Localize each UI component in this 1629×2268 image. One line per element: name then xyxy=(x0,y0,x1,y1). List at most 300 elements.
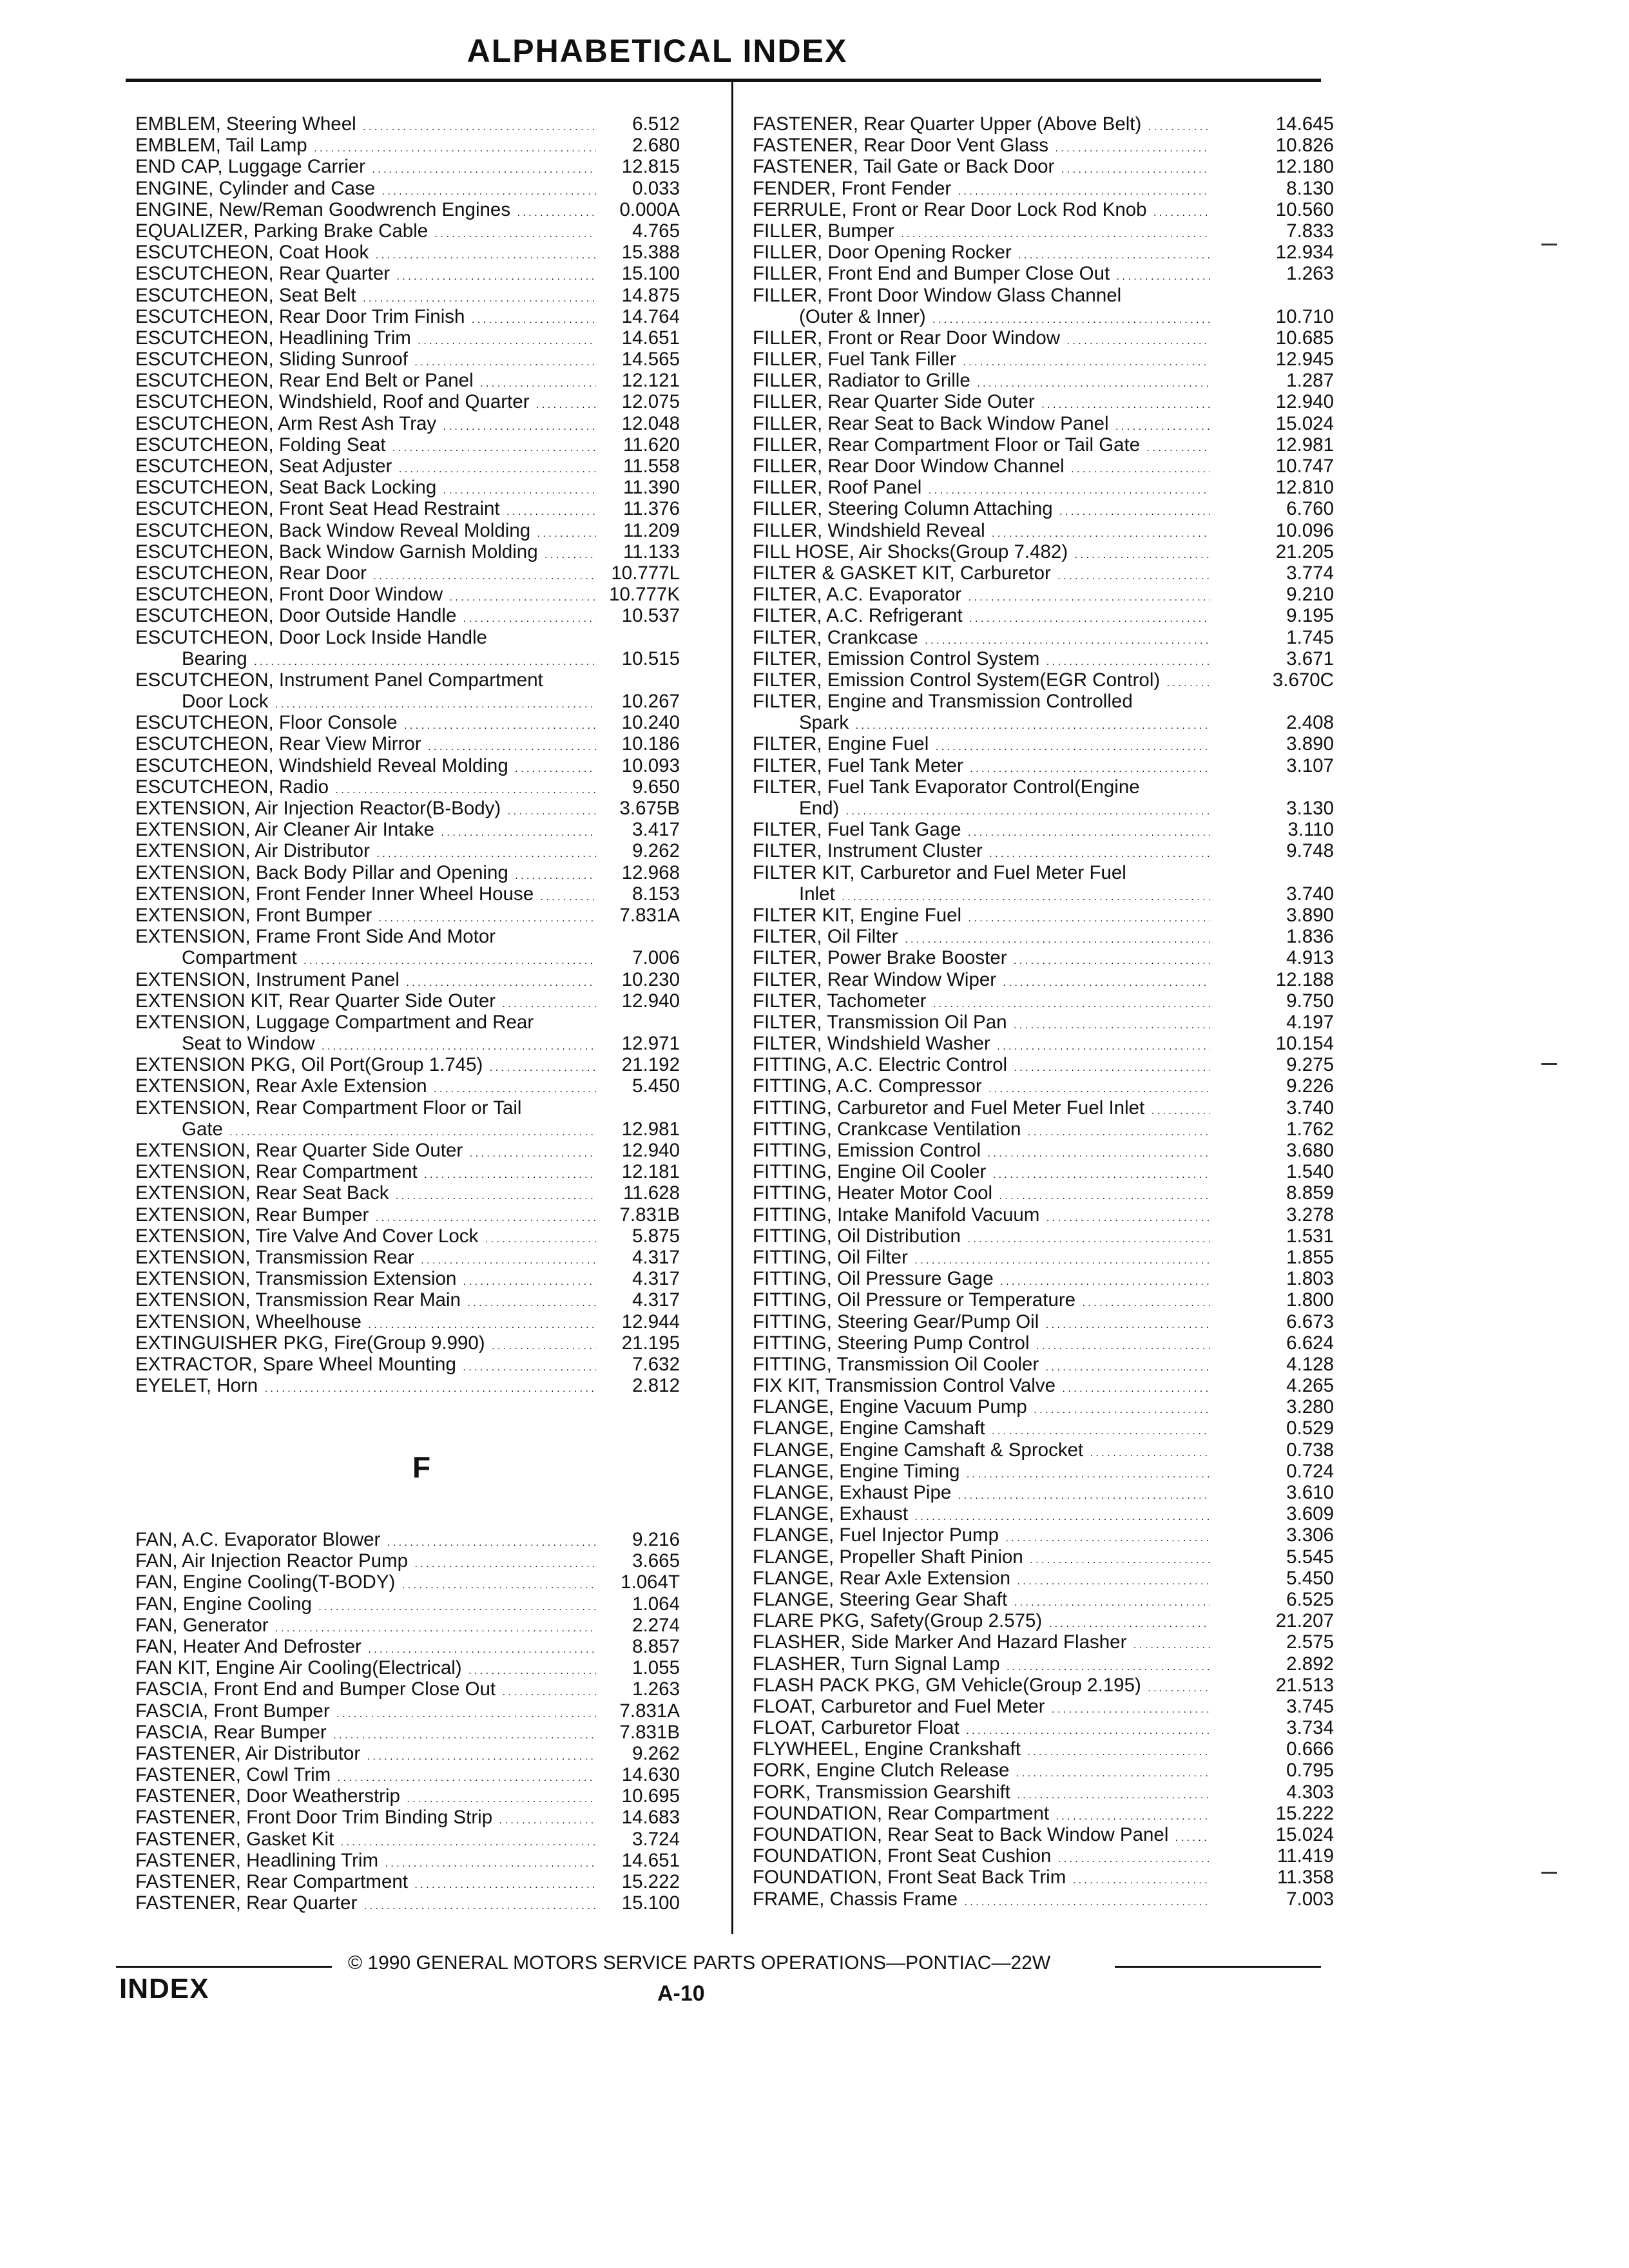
entry-group-number: 12.940 xyxy=(1275,391,1334,413)
index-entry xyxy=(135,990,596,1012)
entry-group-number: 7.831B xyxy=(619,1204,680,1225)
index-entry xyxy=(753,1717,1210,1738)
entry-group-number: 3.609 xyxy=(1286,1503,1334,1525)
index-entry xyxy=(753,1225,1210,1247)
entry-label: FENDER, Front Fender xyxy=(753,178,955,199)
entry-group-number: 11.558 xyxy=(622,456,680,477)
index-entry xyxy=(135,883,596,905)
index-entry xyxy=(753,1589,1210,1610)
index-entry xyxy=(135,755,596,776)
index-entry xyxy=(135,562,596,584)
entry-group-number: 21.192 xyxy=(621,1054,680,1076)
entry-label: EYELET, Horn xyxy=(135,1375,262,1396)
index-entry xyxy=(753,1354,1210,1375)
entry-group-number: 5.545 xyxy=(1286,1546,1334,1568)
entry-label: EXTENSION, Rear Axle Extension xyxy=(135,1075,431,1097)
entry-group-number: 6.525 xyxy=(1286,1588,1334,1610)
entry-label: FASTENER, Air Distributor xyxy=(135,1743,364,1764)
entry-group-number: 12.048 xyxy=(621,412,680,434)
entry-group-number: 21.205 xyxy=(1275,541,1334,562)
entry-group-number: 10.826 xyxy=(1275,135,1334,157)
index-entry xyxy=(135,135,596,156)
entry-label: FLANGE, Engine Camshaft & Sprocket xyxy=(753,1439,1087,1461)
entry-label: FLOAT, Carburetor Float xyxy=(753,1717,963,1738)
entry-label: EXTENSION PKG, Oil Port(Group 1.745) xyxy=(135,1054,487,1075)
entry-label: FLYWHEEL, Engine Crankshaft xyxy=(753,1738,1025,1760)
entry-label: FITTING, Oil Pressure or Temperature xyxy=(753,1289,1079,1311)
entry-group-number: 0.033 xyxy=(632,177,680,199)
index-entry xyxy=(753,285,1210,306)
entry-label: ESCUTCHEON, Back Window Reveal Molding xyxy=(135,520,534,541)
entry-label: FITTING, Oil Distribution xyxy=(753,1225,965,1247)
entry-group-number: 8.130 xyxy=(1286,177,1334,199)
entry-label: FASCIA, Rear Bumper xyxy=(135,1722,331,1743)
entry-label: FAN KIT, Engine Air Cooling(Electrical) xyxy=(135,1657,466,1678)
index-entry xyxy=(135,220,596,242)
entry-label: FITTING, Transmission Oil Cooler xyxy=(753,1354,1043,1375)
entry-label: FLANGE, Engine Camshaft xyxy=(753,1418,989,1439)
entry-label: FLANGE, Rear Axle Extension xyxy=(753,1568,1014,1589)
index-entry xyxy=(753,1696,1210,1717)
entry-label: FITTING, Oil Pressure Gage xyxy=(753,1268,998,1289)
entry-group-number: 11.419 xyxy=(1277,1845,1334,1867)
entry-label: EXTENSION, Rear Quarter Side Outer xyxy=(135,1140,467,1161)
index-entry xyxy=(135,306,596,327)
entry-group-number: 3.774 xyxy=(1286,562,1334,584)
index-entry xyxy=(135,242,596,263)
entry-group-number: 1.762 xyxy=(1286,1118,1334,1140)
entry-group-number: 12.944 xyxy=(621,1311,680,1332)
index-entry xyxy=(135,819,596,840)
entry-label: FILTER, Windshield Washer xyxy=(753,1033,994,1054)
entry-label: FILTER, Power Brake Booster xyxy=(753,947,1011,968)
entry-group-number: 15.222 xyxy=(1275,1802,1334,1824)
entry-label: FILTER, A.C. Refrigerant xyxy=(753,605,967,626)
index-entry xyxy=(135,178,596,199)
entry-group-number: 3.724 xyxy=(632,1828,680,1850)
entry-group-number: 14.764 xyxy=(621,305,680,327)
index-entry xyxy=(753,1482,1210,1503)
entry-group-number: 14.651 xyxy=(621,327,680,349)
index-entry xyxy=(135,1678,596,1700)
index-entry xyxy=(135,1161,596,1182)
entry-label: FASTENER, Rear Quarter Upper (Above Belt) xyxy=(753,113,1145,135)
entry-label: FITTING, Steering Gear/Pump Oil xyxy=(753,1311,1043,1332)
entry-label: FLANGE, Engine Vacuum Pump xyxy=(753,1396,1031,1418)
entry-group-number: 10.695 xyxy=(621,1785,680,1807)
entry-group-number: 7.006 xyxy=(632,947,680,969)
entry-name xyxy=(753,285,1210,306)
entry-label: END CAP, Luggage Carrier xyxy=(135,156,369,177)
index-entry xyxy=(135,349,596,370)
entry-group-number: 10.154 xyxy=(1275,1033,1334,1055)
index-entry xyxy=(753,627,1210,648)
index-entry xyxy=(753,1803,1210,1824)
entry-group-number: 3.680 xyxy=(1286,1140,1334,1161)
index-entry xyxy=(753,733,1210,754)
entry-label: FASTENER, Rear Compartment xyxy=(135,1871,412,1892)
entry-label: Door Lock xyxy=(182,691,272,712)
entry-group-number: 11.620 xyxy=(622,434,680,456)
entry-group-number: 11.133 xyxy=(622,541,680,562)
entry-label: FASTENER, Rear Door Vent Glass xyxy=(753,135,1052,156)
entry-group-number xyxy=(1211,862,1334,883)
entry-group-number: 1.803 xyxy=(1286,1268,1334,1290)
entry-group-number: 3.278 xyxy=(1286,1204,1334,1225)
index-entry xyxy=(135,456,596,477)
index-entry xyxy=(135,1268,596,1289)
index-entry xyxy=(135,1354,596,1375)
entry-group-number xyxy=(1211,285,1334,306)
entry-group-number: 9.226 xyxy=(1286,1075,1334,1097)
entry-label: FLANGE, Fuel Injector Pump xyxy=(753,1524,1003,1546)
entry-label: FLOAT, Carburetor and Fuel Meter xyxy=(753,1696,1049,1717)
entry-label: Inlet xyxy=(799,883,839,905)
entry-label: EXTENSION KIT, Rear Quarter Side Outer xyxy=(135,990,499,1012)
entry-group-number: 3.107 xyxy=(1286,754,1334,776)
entry-group-number: 3.745 xyxy=(1286,1695,1334,1717)
entry-name xyxy=(753,691,1210,712)
footer-rule-left xyxy=(116,1966,332,1968)
entry-group-number xyxy=(596,926,680,947)
entry-group-number: 9.210 xyxy=(1286,584,1334,606)
entry-label: FILLER, Fuel Tank Filler xyxy=(753,349,960,370)
entry-label: ESCUTCHEON, Sliding Sunroof xyxy=(135,349,412,370)
entry-group-number xyxy=(1211,776,1334,798)
entry-group-number: 2.680 xyxy=(632,135,680,157)
entry-group-number: 1.064T xyxy=(621,1571,680,1593)
entry-group-number: 10.560 xyxy=(1275,198,1334,220)
entry-label: FIX KIT, Transmission Control Valve xyxy=(753,1375,1059,1396)
entry-group-number: 1.836 xyxy=(1286,926,1334,948)
entry-group-number: 12.934 xyxy=(1275,242,1334,264)
entry-group-number: 2.812 xyxy=(632,1375,680,1397)
index-entry xyxy=(135,712,596,733)
entry-label: ESCUTCHEON, Rear View Mirror xyxy=(135,733,425,754)
entry-group-number: 12.188 xyxy=(1275,968,1334,990)
entry-label: End) xyxy=(799,798,843,819)
entry-group-number: 3.734 xyxy=(1286,1717,1334,1739)
entry-group-number: 9.262 xyxy=(632,1742,680,1764)
index-entry xyxy=(753,434,1210,456)
entry-label: FITTING, Oil Filter xyxy=(753,1247,912,1268)
entry-name xyxy=(135,1375,596,1399)
entry-label: FILLER, Steering Column Attaching xyxy=(753,498,1057,519)
entry-group-number: 15.100 xyxy=(621,1892,680,1914)
entry-label: FILTER & GASKET KIT, Carburetor xyxy=(753,562,1055,584)
index-entry xyxy=(135,1311,596,1332)
entry-group-number: 10.537 xyxy=(621,605,680,627)
entry-name xyxy=(753,776,1210,798)
entry-group-number: 11.358 xyxy=(1277,1867,1334,1888)
entry-group-number: 12.981 xyxy=(621,1118,680,1140)
index-entry xyxy=(753,947,1210,968)
entry-label: FILLER, Roof Panel xyxy=(753,477,925,498)
index-entry xyxy=(753,926,1210,947)
entry-group-number: 1.055 xyxy=(632,1657,680,1679)
index-entry xyxy=(753,391,1210,412)
entry-group-number: 12.810 xyxy=(1275,477,1334,499)
index-entry xyxy=(135,1722,596,1743)
entry-group-number: 1.064 xyxy=(632,1593,680,1615)
entry-name xyxy=(135,926,596,947)
entry-label: ESCUTCHEON, Rear Door xyxy=(135,562,371,584)
entry-label: EXTENSION, Front Bumper xyxy=(135,905,376,926)
index-entry xyxy=(135,776,596,798)
index-entry xyxy=(753,156,1210,177)
entry-name xyxy=(135,669,596,691)
index-entry xyxy=(135,1247,596,1268)
left-number-column xyxy=(596,113,680,1396)
entry-label: FORK, Transmission Gearshift xyxy=(753,1782,1014,1803)
entry-group-number: 7.831B xyxy=(619,1721,680,1743)
index-entry xyxy=(753,1182,1210,1204)
entry-label: EXTENSION, Air Distributor xyxy=(135,840,374,861)
index-entry xyxy=(753,1867,1210,1888)
entry-label: FITTING, Engine Oil Cooler xyxy=(753,1161,990,1182)
margin-mark xyxy=(1541,244,1557,245)
entry-group-number: 5.875 xyxy=(632,1225,680,1247)
index-entry xyxy=(753,178,1210,199)
entry-group-number xyxy=(596,1012,680,1033)
index-entry xyxy=(753,755,1210,776)
margin-mark xyxy=(1541,1872,1557,1874)
page-title: ALPHABETICAL INDEX xyxy=(467,33,848,69)
entry-group-number: 10.240 xyxy=(621,712,680,734)
entry-group-number: 3.740 xyxy=(1286,1097,1334,1119)
entry-label: FITTING, Emission Control xyxy=(753,1140,985,1161)
index-entry xyxy=(753,306,1210,327)
entry-label: EXTENSION, Rear Compartment Floor or Tail xyxy=(135,1097,525,1119)
index-entry xyxy=(753,691,1210,712)
entry-label: FLANGE, Exhaust xyxy=(753,1503,912,1524)
entry-label: FILLER, Front Door Window Glass Channel xyxy=(753,285,1125,306)
entry-label: FILTER, Emission Control System xyxy=(753,648,1043,669)
entry-label: FLARE PKG, Safety(Group 2.575) xyxy=(753,1610,1046,1631)
index-entry xyxy=(135,1289,596,1311)
entry-label: ESCUTCHEON, Rear Door Trim Finish xyxy=(135,306,468,327)
entry-group-number: 9.650 xyxy=(632,776,680,798)
entry-label: EXTENSION, Rear Compartment xyxy=(135,1161,421,1182)
index-entry xyxy=(135,1743,596,1764)
entry-label: EXTENSION, Transmission Rear Main xyxy=(135,1289,465,1311)
index-entry xyxy=(753,1012,1210,1033)
entry-group-number: 9.748 xyxy=(1286,840,1334,862)
entry-label: FLANGE, Exhaust Pipe xyxy=(753,1482,955,1503)
entry-group-number: 3.740 xyxy=(1286,883,1334,905)
entry-label: FASTENER, Rear Quarter xyxy=(135,1892,361,1914)
entry-label: FILTER, Fuel Tank Evaporator Control(Engine xyxy=(753,776,1144,798)
entry-group-number: 12.815 xyxy=(621,156,680,178)
entry-label: FILLER, Rear Seat to Back Window Panel xyxy=(753,413,1113,434)
entry-group-number: 0.795 xyxy=(1286,1760,1334,1782)
entry-label: FILTER, Instrument Cluster xyxy=(753,840,987,861)
index-entry xyxy=(753,1054,1210,1075)
index-entry xyxy=(753,990,1210,1012)
entry-label: FRAME, Chassis Frame xyxy=(753,1888,961,1910)
entry-group-number: 6.760 xyxy=(1286,498,1334,520)
entry-label: EXTINGUISHER PKG, Fire(Group 9.990) xyxy=(135,1332,489,1354)
entry-group-number: 0.529 xyxy=(1286,1418,1334,1439)
title-rule xyxy=(126,79,1321,82)
index-entry xyxy=(135,498,596,519)
entry-group-number: 11.390 xyxy=(622,477,680,499)
entry-group-number xyxy=(596,669,680,691)
index-entry xyxy=(135,605,596,626)
entry-group-number: 1.800 xyxy=(1286,1289,1334,1311)
entry-label: FITTING, A.C. Compressor xyxy=(753,1075,986,1097)
index-entry xyxy=(135,1375,596,1396)
left-index-column xyxy=(135,113,596,1396)
entry-group-number: 3.670C xyxy=(1272,669,1334,691)
entry-group-number: 6.512 xyxy=(632,113,680,135)
entry-label: EXTENSION, Back Body Pillar and Opening xyxy=(135,862,512,883)
entry-group-number: 10.777K xyxy=(609,584,680,606)
index-entry xyxy=(753,1760,1210,1781)
index-entry xyxy=(135,1119,596,1140)
entry-group-number: 10.186 xyxy=(621,733,680,755)
index-entry xyxy=(753,584,1210,605)
index-entry xyxy=(753,1033,1210,1054)
left-number-column-f xyxy=(596,1529,680,1914)
index-entry xyxy=(135,733,596,754)
index-entry xyxy=(753,541,1210,562)
index-entry xyxy=(135,840,596,861)
entry-label: EXTENSION, Air Injection Reactor(B-Body) xyxy=(135,798,505,819)
footer-rule-right xyxy=(1115,1966,1321,1968)
index-entry xyxy=(753,370,1210,391)
entry-label: Spark xyxy=(799,712,853,733)
entry-group-number: 3.417 xyxy=(632,819,680,841)
index-entry xyxy=(135,1871,596,1892)
margin-mark xyxy=(1541,1063,1557,1065)
entry-label: (Outer & Inner) xyxy=(799,306,930,327)
footer-copyright: © 1990 GENERAL MOTORS SERVICE PARTS OPERATIONS—PONTIAC—22W xyxy=(348,1952,1051,1974)
entry-name xyxy=(135,1892,596,1917)
entry-group-number: 12.940 xyxy=(621,1140,680,1161)
entry-label: FASCIA, Front End and Bumper Close Out xyxy=(135,1678,499,1700)
index-entry xyxy=(753,1332,1210,1354)
entry-label: FILLER, Door Opening Rocker xyxy=(753,242,1016,263)
entry-group-number: 11.209 xyxy=(622,519,680,541)
entry-group-number: 21.513 xyxy=(1275,1674,1334,1696)
index-entry xyxy=(753,883,1210,905)
entry-group-number: 3.306 xyxy=(1286,1524,1334,1546)
entry-label: FOUNDATION, Front Seat Cushion xyxy=(753,1845,1055,1867)
index-entry xyxy=(753,220,1210,242)
entry-label: ENGINE, New/Reman Goodwrench Engines xyxy=(135,199,514,220)
index-entry xyxy=(753,1524,1210,1546)
entry-group-number: 10.267 xyxy=(621,691,680,713)
index-entry xyxy=(135,627,596,648)
entry-group-number: 4.265 xyxy=(1286,1375,1334,1397)
index-entry xyxy=(135,434,596,456)
right-index-column xyxy=(753,113,1210,1910)
entry-label: FOUNDATION, Rear Seat to Back Window Panel xyxy=(753,1824,1172,1845)
entry-label: FILLER, Rear Compartment Floor or Tail Gate xyxy=(753,434,1144,456)
index-entry xyxy=(753,1631,1210,1653)
index-entry xyxy=(753,456,1210,477)
index-entry xyxy=(753,1140,1210,1161)
entry-group-number: 8.153 xyxy=(632,883,680,905)
entry-label: ESCUTCHEON, Instrument Panel Compartment xyxy=(135,669,547,691)
index-entry xyxy=(135,1097,596,1119)
entry-group-number: 12.121 xyxy=(621,370,680,392)
entry-group-number: 15.222 xyxy=(621,1871,680,1892)
index-entry xyxy=(135,1182,596,1204)
entry-label: ESCUTCHEON, Door Lock Inside Handle xyxy=(135,627,491,648)
entry-group-number: 11.376 xyxy=(622,498,680,520)
index-entry xyxy=(753,840,1210,861)
entry-label: FITTING, Carburetor and Fuel Meter Fuel Inlet xyxy=(753,1097,1148,1119)
entry-label: ESCUTCHEON, Rear End Belt or Panel xyxy=(135,370,477,391)
index-entry xyxy=(135,370,596,391)
entry-group-number: 14.683 xyxy=(621,1807,680,1829)
entry-label: FITTING, Steering Pump Control xyxy=(753,1332,1034,1354)
entry-label: FILTER, Crankcase xyxy=(753,627,922,648)
entry-group-number: 7.833 xyxy=(1286,220,1334,242)
index-entry xyxy=(753,263,1210,284)
entry-group-number: 1.531 xyxy=(1286,1225,1334,1247)
entry-label: EMBLEM, Steering Wheel xyxy=(135,113,360,135)
entry-group-number: 3.890 xyxy=(1286,904,1334,926)
index-entry xyxy=(135,947,596,968)
entry-label: FILTER, Emission Control System(EGR Control) xyxy=(753,669,1164,691)
entry-group-number: 3.665 xyxy=(632,1550,680,1572)
entry-group-number: 3.280 xyxy=(1286,1396,1334,1418)
entry-label: FILTER, Oil Filter xyxy=(753,926,902,947)
entry-group-number: 1.263 xyxy=(1286,263,1334,285)
index-entry xyxy=(753,1439,1210,1461)
entry-group-number: 4.317 xyxy=(632,1268,680,1290)
entry-group-number: 7.831A xyxy=(619,1700,680,1722)
index-entry xyxy=(135,648,596,669)
entry-group-number: 1.745 xyxy=(1286,626,1334,648)
entry-label: FILTER KIT, Carburetor and Fuel Meter Fuel xyxy=(753,862,1130,883)
index-entry xyxy=(135,477,596,498)
entry-group-number: 21.207 xyxy=(1275,1610,1334,1632)
index-entry xyxy=(753,242,1210,263)
entry-label: EXTENSION, Rear Seat Back xyxy=(135,1182,392,1204)
index-entry xyxy=(753,1888,1210,1910)
entry-group-number: 12.940 xyxy=(621,990,680,1012)
entry-group-number: 15.024 xyxy=(1275,1824,1334,1845)
entry-label: FASTENER, Gasket Kit xyxy=(135,1829,338,1850)
index-entry xyxy=(135,1615,596,1636)
entry-label: ESCUTCHEON, Door Outside Handle xyxy=(135,605,460,626)
index-entry xyxy=(135,1593,596,1615)
index-entry xyxy=(135,1829,596,1850)
index-entry xyxy=(135,1850,596,1871)
entry-label: FLANGE, Propeller Shaft Pinion xyxy=(753,1546,1027,1568)
index-entry xyxy=(753,1375,1210,1396)
index-entry xyxy=(135,1657,596,1678)
entry-label: EXTENSION, Air Cleaner Air Intake xyxy=(135,819,438,840)
entry-group-number: 6.624 xyxy=(1286,1332,1334,1354)
right-number-column xyxy=(1211,113,1334,1910)
entry-group-number: 21.195 xyxy=(621,1332,680,1354)
entry-label: FILTER, Tachometer xyxy=(753,990,930,1012)
index-entry xyxy=(753,1204,1210,1225)
entry-label: EXTENSION, Instrument Panel xyxy=(135,969,403,990)
entry-group-number xyxy=(1211,691,1334,712)
index-entry xyxy=(753,1782,1210,1803)
entry-name xyxy=(135,1012,596,1033)
entry-group-number: 5.450 xyxy=(1286,1567,1334,1589)
entry-group-number xyxy=(596,627,680,648)
index-entry xyxy=(135,541,596,562)
entry-group-number: 1.855 xyxy=(1286,1246,1334,1268)
